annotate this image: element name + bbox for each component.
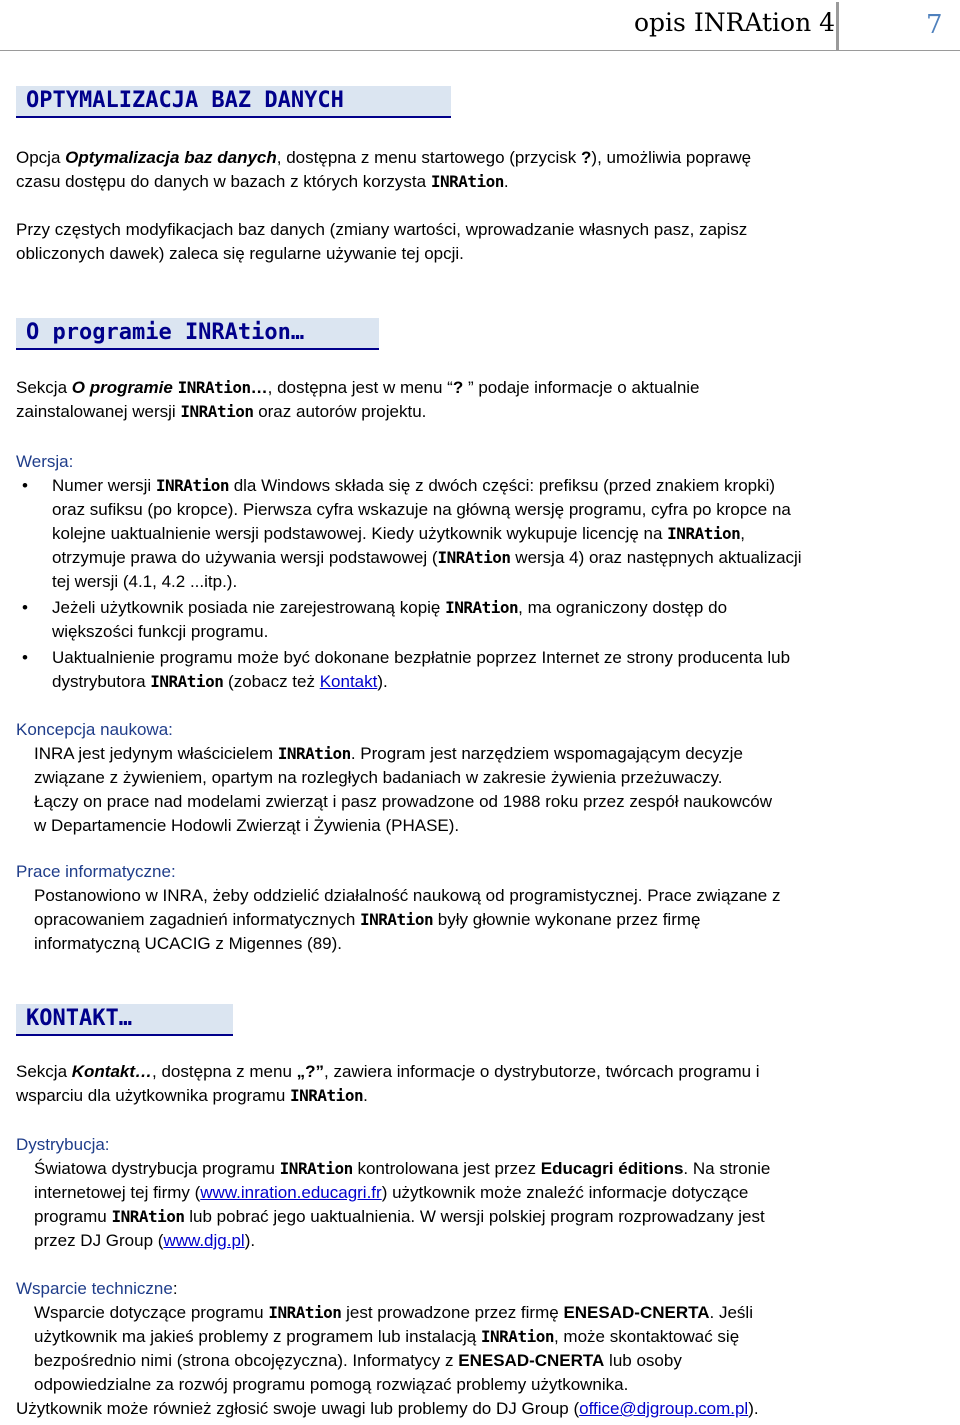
paragraph-wsparcie-last: Użytkownik może również zgłosić swoje uwagi lub problemy do DJ Group (office@djgroup.com.pl).	[16, 1399, 759, 1418]
header-separator	[836, 2, 839, 50]
page-number: 7	[926, 10, 943, 40]
heading-underline	[16, 1034, 233, 1036]
subheading-koncepcja: Koncepcja naukowa:	[16, 720, 173, 739]
section-heading-optymalizacja	[16, 86, 451, 118]
link-kontakt[interactable]: Kontakt	[319, 672, 378, 691]
heading-underline	[16, 116, 451, 118]
paragraph-prace: Postanowiono w INRA, żeby oddzielić działalność naukową od programistycznej. Prace związane z opracowaniem zagadnień informatycznych INRAtion były głownie wykonane przez firmę informatyczną UCACIG z Migennes (89).	[34, 886, 781, 953]
heading-underline	[16, 348, 379, 350]
paragraph-optymalizacja-2: Przy częstych modyfikacjach baz danych (zmiany wartości, wprowadzanie własnych pasz, zapisz obliczonych dawek) zaleca się regularne używanie tej opcji.	[16, 220, 748, 263]
bullet-icon: •	[22, 476, 28, 495]
section-heading-text: KONTAKT…	[26, 1006, 132, 1031]
section-heading-kontakt	[16, 1004, 233, 1036]
link-educagri[interactable]: www.inration.educagri.fr	[200, 1183, 382, 1202]
list-item-wersja-2: Jeżeli użytkownik posiada nie zarejestrowaną kopię INRAtion, ma ograniczony dostęp do większości funkcji programu.	[52, 598, 728, 641]
subheading-prace: Prace informatyczne:	[16, 862, 176, 881]
section-heading-text: OPTYMALIZACJA BAZ DANYCH	[26, 88, 344, 113]
bullet-icon: •	[22, 598, 28, 617]
link-email-djgroup[interactable]: office@djgroup.com.pl	[579, 1399, 749, 1418]
paragraph-koncepcja: INRA jest jedynym właścicielem INRAtion. Program jest narzędziem wspomagającym decyzje związane z żywieniem, opartym na rozległych badaniach w zakresie żywienia przeżuwaczy. Łączy on prace nad modelami zwierząt i pasz prowadzone od 1988 roku przez zespół naukowców w Departamencie Hodowli Zwierząt i Żywienia (PHASE).	[34, 744, 773, 835]
paragraph-optymalizacja-1: Opcja Optymalizacja baz danych, dostępna z menu startowego (przycisk ?), umożliwia poprawę czasu dostępu do danych w bazach z których korzysta INRAtion.	[16, 148, 752, 191]
subheading-wersja: Wersja:	[16, 452, 74, 471]
link-djg[interactable]: www.djg.pl	[163, 1231, 245, 1250]
paragraph-kontakt-intro: Sekcja Kontakt…, dostępna z menu „?”, zawiera informacje o dystrybutorze, twórcach programu i wsparciu dla użytkownika programu INRAtion.	[16, 1062, 760, 1105]
paragraph-o-programie-intro: Sekcja O programie INRAtion…, dostępna jest w menu “? ” podaje informacje o aktualnie zainstalowanej wersji INRAtion oraz autorów projektu.	[16, 378, 700, 421]
subheading-wsparcie: Wsparcie techniczne:	[16, 1279, 178, 1298]
paragraph-wsparcie: Wsparcie dotyczące programu INRAtion jest prowadzone przez firmę ENESAD-CNERTA. Jeśli użytkownik ma jakieś problemy z programem lub instalacją INRAtion, może skontaktować się bezpośrednio nimi (strona obcojęzyczna). Informatycy z ENESAD-CNERTA lub osoby odpowiedzialne za rozwój programu pomogą rozwiązać problemy użytkownika.	[34, 1303, 753, 1394]
header-rule	[0, 50, 960, 51]
section-heading-text: O programie INRAtion…	[26, 320, 305, 345]
document-header-title: opis INRAtion 4	[634, 8, 836, 37]
section-heading-o-programie	[16, 318, 379, 350]
subheading-dystrybucja: Dystrybucja:	[16, 1135, 110, 1154]
bullet-icon: •	[22, 648, 28, 667]
paragraph-dystrybucja: Światowa dystrybucja programu INRAtion kontrolowana jest przez Educagri éditions. Na stronie internetowej tej firmy (www.inration.educagri.fr) użytkownik może znaleźć informacje dotyczące programu INRAtion lub pobrać jego uaktualnienia. W wersji polskiej program rozprowadzany jest przez DJ Group (www.djg.pl).	[34, 1159, 771, 1250]
list-item-wersja-3: Uaktualnienie programu może być dokonane bezpłatnie poprzez Internet ze strony producenta lub dystrybutora INRAtion (zobacz też Kontakt).	[52, 648, 791, 691]
list-item-wersja-1: Numer wersji INRAtion dla Windows składa się z dwóch części: prefiksu (przed znakiem kropki) oraz sufiksu (po kropce). Pierwsza cyfra wskazuje na główną wersję programu, cyfra po kropce na kolejne uaktualnienie wersji podstawowej. Kiedy użytkownik wykupuje licencję na INRAtion, otrzymuje prawa do używania wersji podstawowej (INRAtion wersja 4) oraz następnych aktualizacji tej wersji (4.1, 4.2 ...itp.).	[52, 476, 802, 591]
